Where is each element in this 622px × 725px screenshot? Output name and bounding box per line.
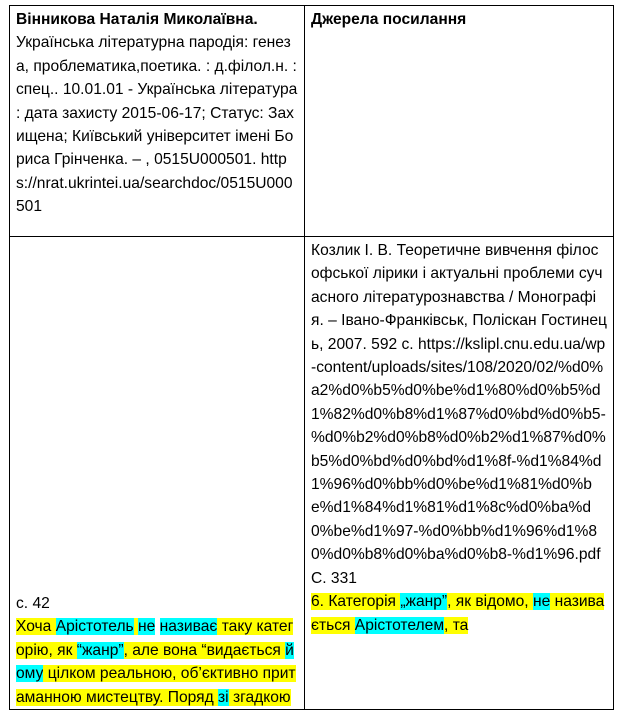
citation-cell [305,237,614,710]
highlight-span: Хоча [16,618,56,636]
comparison-table [9,5,614,710]
highlight-span: називається [311,593,605,634]
source-cell [10,6,305,237]
column-header: Джерела посилання [311,11,467,28]
highlight-span: , та [444,616,469,634]
citation-text: Козлик І. В. Теоретичне вивчення філософської лірики і актуальні проблеми сучасного літературознавства / Монографія. – Івано-Франківськ, Поліскан Гостинець, 2007. 592 с. https://kslipl.cnu.edu.ua/wp-content/uploads/sites/108/2020/02/%d0%a2%d0%b5%d0%be%d1%80%d0%b5%d1%82%d0%b8%d1%87%d0%bd%d0%b5-%d0%b2%d0%b8%d0%b2%d1%87%d0%b5%d0%bd%d0%bd%d1%8f-%d1%84%d1%96%d0%bb%d0%be%d1%81%d0%be%d1%84%d1%81%d1%8c%d0%ba%d0%be%d1%97-%d0%bb%d1%96%d1%80%d0%b8%d0%ba%d0%b8-%d1%96.pdf [311,242,607,564]
table-row [10,6,614,237]
highlight-span: Арістотель [55,618,134,636]
highlight-span: “жанр” [76,641,124,659]
highlight-span: не [532,593,551,611]
header-cell [305,6,614,237]
highlight-span: „жанр” [400,593,448,611]
highlight-span: , але вона “видається [123,641,286,659]
page-ref: С. 331 [311,569,357,587]
page-ref: с. 42 [16,594,50,612]
highlight-span: йому [16,641,294,683]
highlight-span [155,618,159,635]
highlight-span: , як відомо, [447,593,533,611]
highlight-span: таку категорію, як [16,618,294,659]
highlight-span: згадкою [228,688,291,706]
author-name: Вінникова Наталія Миколаївна. [16,11,258,28]
highlighted-quote [311,590,607,637]
highlight-span: Арістотелем [354,616,445,634]
highlight-span: називає [159,618,218,636]
table-row [10,237,614,710]
highlighted-quote [16,615,298,709]
highlight-span: цілком реальною, об’єктивно притаманною мистецтву. Поряд [16,665,296,706]
original-quote-cell [10,237,305,710]
highlight-span: зі [218,688,229,706]
source-bibliography: Українська літературна пародія: генеза, проблематика,поетика. : д.філол.н. : спец.. 10.01.01 - Українська література : дата захисту 2015-06-17; Статус: Захищена; Київський університет імені Бориса Грінченка. – , 0515U000501. https://nrat.ukrintei.ua/searchdoc/0515U000501 [16,34,298,216]
highlight-span: 6. Категорія [311,593,401,611]
highlight-span: не [138,618,156,636]
